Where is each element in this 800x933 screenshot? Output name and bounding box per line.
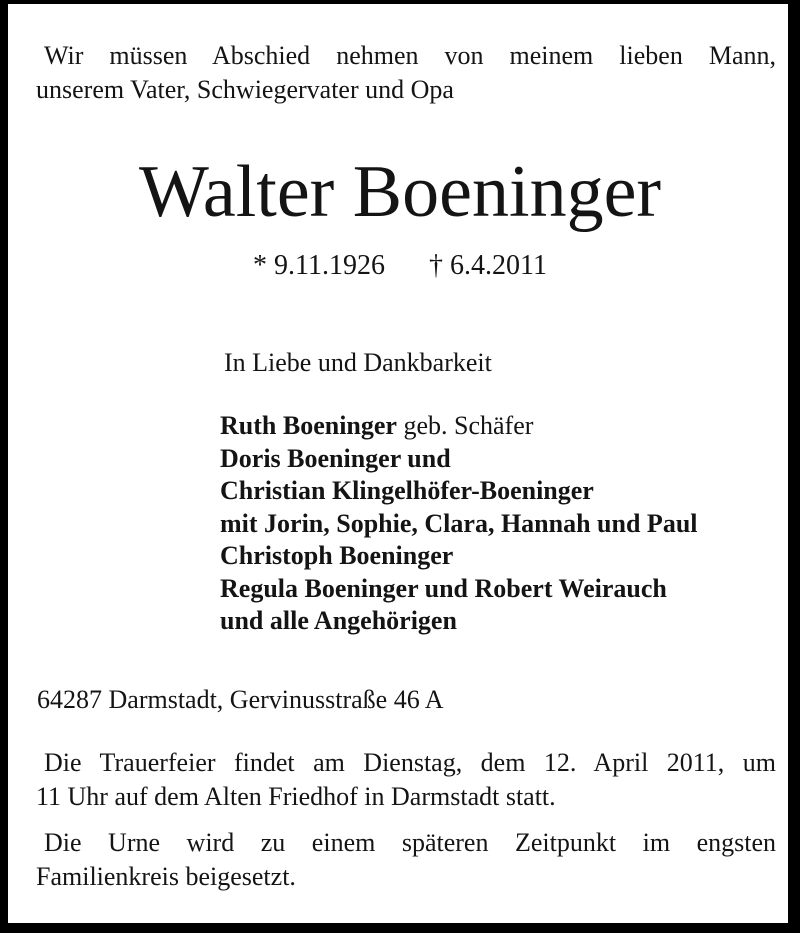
mourner-line bbox=[220, 475, 780, 508]
mourner-line bbox=[220, 410, 780, 443]
funeral-notice bbox=[36, 746, 776, 814]
deceased-name: Walter Boeninger bbox=[138, 151, 662, 233]
mourner-name: und alle Angehörigen bbox=[220, 606, 457, 635]
mourner-line bbox=[220, 443, 780, 476]
mourner-line bbox=[220, 573, 780, 606]
mourner-line bbox=[220, 605, 780, 638]
funeral-notice-line-1: Die Trauerfeier findet am Dienstag, dem 12. April 2011, um bbox=[44, 748, 776, 777]
mourners-list bbox=[220, 410, 780, 638]
mourner-line bbox=[220, 540, 780, 573]
scan-border-bottom bbox=[0, 923, 800, 933]
intro-line-1: Wir müssen Abschied nehmen von meinem lieben Mann, bbox=[44, 41, 776, 70]
mourner-line bbox=[220, 508, 780, 541]
mourner-name: Regula Boeninger und Robert Weirauch bbox=[220, 573, 667, 603]
birth-date: * 9.11.1926 bbox=[253, 250, 385, 281]
mourner-name: Christian Klingelhöfer-Boeninger bbox=[220, 476, 594, 505]
mourner-name: mit Jorin, Sophie, Clara, Hannah und Paul bbox=[220, 508, 698, 538]
mourner-name: Christoph Boeninger bbox=[220, 541, 454, 570]
life-dates bbox=[0, 250, 800, 282]
mourner-name: Ruth Boeninger bbox=[220, 411, 397, 440]
urn-notice bbox=[36, 826, 776, 894]
scan-border-right bbox=[788, 0, 800, 933]
death-date: † 6.4.2011 bbox=[429, 250, 547, 281]
mourner-name-suffix: geb. Schäfer bbox=[396, 411, 534, 440]
mourner-name: Doris Boeninger und bbox=[220, 443, 451, 473]
urn-notice-line-1: Die Urne wird zu einem späteren Zeitpunkt im engsten bbox=[44, 828, 776, 857]
intro-paragraph bbox=[36, 39, 776, 107]
scan-border-left bbox=[0, 0, 8, 933]
closing-line: In Liebe und Dankbarkeit bbox=[224, 348, 492, 377]
scan-border-top bbox=[0, 0, 800, 4]
address-line: 64287 Darmstadt, Gervinusstraße 46 A bbox=[37, 685, 444, 714]
funeral-notice-line-2: 11 Uhr auf dem Alten Friedhof in Darmstadt statt. bbox=[36, 782, 556, 811]
urn-notice-line-2: Familienkreis beigesetzt. bbox=[36, 862, 296, 891]
intro-line-2: unserem Vater, Schwiegervater und Opa bbox=[36, 75, 454, 104]
